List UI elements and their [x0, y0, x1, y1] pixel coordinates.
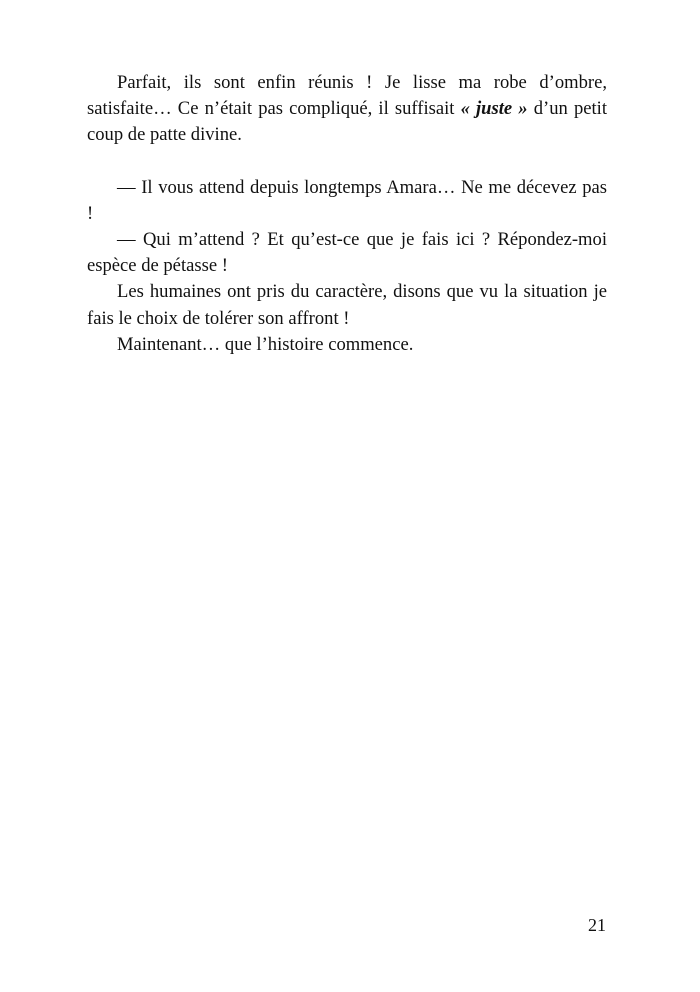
paragraph-2: — Il vous attend depuis longtemps Amara… Ne me décevez pas !: [87, 176, 607, 224]
body-text: [87, 70, 607, 358]
paragraph-1-text-start: Parfait, ils sont enfin réunis ! Je lisse ma robe d’ombre, satisfaite… Ce n’était pas compliqué, il suffisait: [87, 72, 607, 120]
paragraph-5: Maintenant… que l’histoire commence.: [117, 333, 414, 355]
emphasized-word: « juste »: [460, 98, 528, 120]
paragraph-1-text-end: d’un petit coup de patte divine.: [87, 98, 608, 146]
paragraph-3: — Qui m’attend ? Et qu’est-ce que je fais ici ? Répondez-moi espèce de pétasse !: [87, 229, 607, 277]
page-number: 21: [588, 915, 606, 935]
paragraph-1: [87, 70, 607, 149]
paragraph-gap: [87, 149, 607, 175]
paragraph-4: Les humaines ont pris du caractère, disons que vu la situation je fais le choix de tolérer son affront !: [87, 281, 607, 329]
